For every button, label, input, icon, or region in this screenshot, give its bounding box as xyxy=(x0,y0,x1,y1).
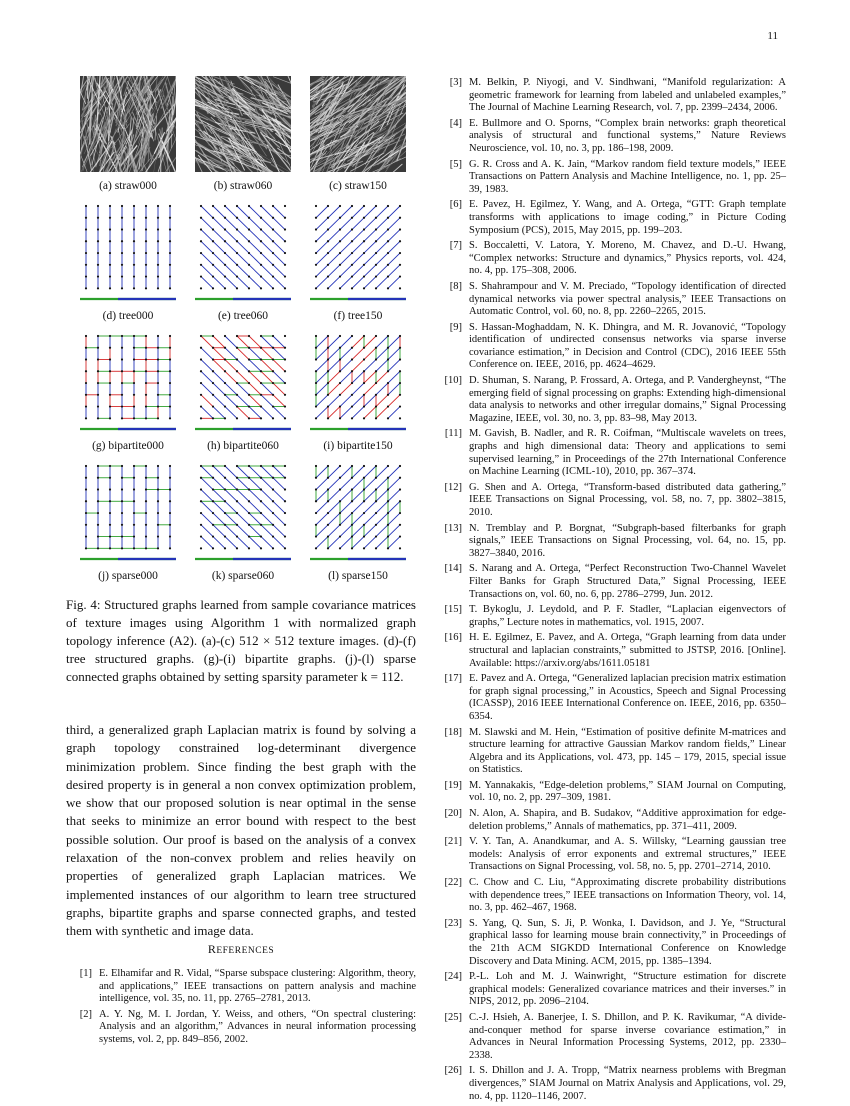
reference-number: [15] xyxy=(436,604,469,629)
reference-text: S. Yang, Q. Sun, S. Ji, P. Wonka, I. Davidson, and J. Ye, “Structural graphical lasso for learning mouse brain connectivity,” in Proceedings of the 21th ACM SIGKDD International Conference on Knowledge Discovery and Data Mining. ACM, 2015, pp. 1385–1394. xyxy=(469,918,786,968)
reference-number: [12] xyxy=(436,482,469,520)
graph-bipartite000 xyxy=(78,328,178,432)
reference-text: S. Narang and A. Ortega, “Perfect Reconstruction Two-Channel Wavelet Filter Banks for Graph Structured Data,” Signal Processing, IEEE Transactions on, vol. 60, no. 6, pp. 2786–2799, Jun. 2012. xyxy=(469,563,786,601)
reference-number: [9] xyxy=(436,322,469,372)
reference-number: [6] xyxy=(436,199,469,237)
reference-text: S. Boccaletti, V. Latora, Y. Moreno, M. Chavez, and D.-U. Hwang, “Complex networks: Structure and dynamics,” Physics reports, vol. 424, no. 4, pp. 175–308, 2006. xyxy=(469,240,786,278)
reference-text: C. Chow and C. Liu, “Approximating discrete probability distributions with dependence trees,” IEEE transactions on Information Theory, vol. 14, no. 3, pp. 462–467, 1968. xyxy=(469,877,786,915)
references-list-left xyxy=(66,968,416,1050)
graph-sparse000 xyxy=(78,458,178,562)
reference-number: [24] xyxy=(436,971,469,1009)
subfig-label: (b) straw060 xyxy=(183,180,303,192)
texture-image-straw150 xyxy=(310,76,406,172)
reference-item xyxy=(436,482,786,520)
reference-item xyxy=(436,727,786,777)
references-heading xyxy=(66,942,416,957)
reference-number: [8] xyxy=(436,281,469,319)
reference-text: E. Bullmore and O. Sporns, “Complex brain networks: graph theoretical analysis of structural and functional systems,” Nature Reviews Neuroscience, vol. 10, no. 3, pp. 186–198, 2009. xyxy=(469,118,786,156)
reference-item xyxy=(436,918,786,968)
reference-number: [4] xyxy=(436,118,469,156)
reference-number: [13] xyxy=(436,523,469,561)
reference-item xyxy=(436,877,786,915)
heading-initial: R xyxy=(208,942,217,956)
reference-number: [18] xyxy=(436,727,469,777)
subfig-label: (h) bipartite060 xyxy=(183,440,303,452)
subfig-label: (l) sparse150 xyxy=(298,570,418,582)
reference-item xyxy=(66,1009,416,1047)
reference-text: S. Hassan-Moghaddam, N. K. Dhingra, and M. R. Jovanović, “Topology identification of undirected consensus networks via sparse inverse covariance estimation,” in Decision and Control (CDC), 2016 IEEE 55th Conference on. IEEE, 2016, pp. 4624–4629. xyxy=(469,322,786,372)
reference-text: E. Pavez and A. Ortega, “Generalized laplacian precision matrix estimation for graph signal processing,” in Acoustics, Speech and Signal Processing (ICASSP), 2016 IEEE International Conference on. IEEE, 2016, pp. 6350–6354. xyxy=(469,673,786,723)
reference-item xyxy=(436,159,786,197)
texture-image-straw060 xyxy=(195,76,291,172)
subfig-label: (g) bipartite000 xyxy=(68,440,188,452)
subfig-label: (k) sparse060 xyxy=(183,570,303,582)
reference-number: [25] xyxy=(436,1012,469,1062)
reference-item xyxy=(436,1012,786,1062)
reference-number: [10] xyxy=(436,375,469,425)
reference-number: [1] xyxy=(66,968,99,1006)
reference-text: N. Alon, A. Shapira, and B. Sudakov, “Additive approximation for edge-deletion problems,” Annals of mathematics, pp. 371–411, 2009. xyxy=(469,808,786,833)
reference-item xyxy=(66,968,416,1006)
reference-item xyxy=(436,632,786,670)
reference-number: [16] xyxy=(436,632,469,670)
reference-text: E. Pavez, H. Egilmez, Y. Wang, and A. Ortega, “GTT: Graph template transforms with applications to image coding,” in Picture Coding Symposium (PCS), 2015, May 2015, pp. 199–203. xyxy=(469,199,786,237)
reference-text: C.-J. Hsieh, A. Banerjee, I. S. Dhillon, and P. K. Ravikumar, “A divide-and-conquer method for sparse inverse covariance estimation,” in Advances in Neural Information Processing Systems, 2012, pp. 2330–2338. xyxy=(469,1012,786,1062)
texture-image-straw000 xyxy=(80,76,176,172)
subfig-label: (d) tree000 xyxy=(68,310,188,322)
figure-4 xyxy=(80,76,414,586)
reference-number: [26] xyxy=(436,1065,469,1103)
reference-text: G. Shen and A. Ortega, “Transform-based distributed data gathering,” IEEE Transactions on Signal Processing, vol. 58, no. 7, pp. 3802–3815, 2010. xyxy=(469,482,786,520)
reference-number: [17] xyxy=(436,673,469,723)
reference-item xyxy=(436,240,786,278)
reference-text: E. Elhamifar and R. Vidal, “Sparse subspace clustering: Algorithm, theory, and applications,” IEEE transactions on pattern analysis and machine intelligence, vol. 35, no. 11, pp. 2765–2781, 2013. xyxy=(99,968,416,1006)
reference-text: M. Gavish, B. Nadler, and R. R. Coifman, “Multiscale wavelets on trees, graphs and high dimensional data: Theory and applications to semi supervised learning,” in Proceedings of the 27th International Conference on Machine Learning (ICML-10), 2010, pp. 367–374. xyxy=(469,428,786,478)
heading-rest: EFERENCES xyxy=(216,946,274,956)
reference-item xyxy=(436,322,786,372)
subfig-label: (a) straw000 xyxy=(68,180,188,192)
reference-number: [2] xyxy=(66,1009,99,1047)
body-paragraph: third, a generalized graph Laplacian matrix is found by solving a graph topology constrained log-determinant divergence minimization problem. Since finding the best graph with the desired property is in general a non convex optimization problem, we show that our proposed solution is near optimal in the sense that seeks to minimize an error bound with respect to the best possible solution. Our proof is based on the analysis of a convex relaxation of the non-convex problem and relies heavily on properties of generalized graph Laplacian matrices. We implemented instances of our algorithm to learn tree structured graphs, bipartite graphs and sparse connected graphs, and tested them with synthetic and image data. xyxy=(66,721,416,941)
reference-text: I. S. Dhillon and J. A. Tropp, “Matrix nearness problems with Bregman divergences,” SIAM Journal on Matrix Analysis and Applications, vol. 29, no. 4, pp. 1120–1146, 2007. xyxy=(469,1065,786,1103)
graph-sparse060 xyxy=(193,458,293,562)
reference-number: [23] xyxy=(436,918,469,968)
reference-item xyxy=(436,808,786,833)
reference-item xyxy=(436,77,786,115)
graph-tree150 xyxy=(308,198,408,302)
reference-text: T. Bykoglu, J. Leydold, and P. F. Stadler, “Laplacian eigenvectors of graphs,” Lecture notes in mathematics, vol. 1915, 2007. xyxy=(469,604,786,629)
page-number: 11 xyxy=(767,30,778,42)
reference-number: [5] xyxy=(436,159,469,197)
reference-number: [11] xyxy=(436,428,469,478)
reference-item xyxy=(436,523,786,561)
reference-text: H. E. Egilmez, E. Pavez, and A. Ortega, “Graph learning from data under structural and laplacian constraints,” submitted to JSTSP, 2016. [Online]. Available: https://arxiv.org/abs/1611.05181 xyxy=(469,632,786,670)
reference-item xyxy=(436,281,786,319)
reference-item xyxy=(436,604,786,629)
graph-bipartite150 xyxy=(308,328,408,432)
reference-item xyxy=(436,673,786,723)
subfig-label: (f) tree150 xyxy=(298,310,418,322)
graph-tree060 xyxy=(193,198,293,302)
reference-text: P.-L. Loh and M. J. Wainwright, “Structure estimation for discrete graphical models: Generalized covariance matrices and their inverses.” in NIPS, 2012, pp. 2096–2104. xyxy=(469,971,786,1009)
subfig-label: (c) straw150 xyxy=(298,180,418,192)
reference-text: G. R. Cross and A. K. Jain, “Markov random field texture models,” IEEE Transactions on Pattern Analysis and Machine Intelligence, no. 1, pp. 25–39, 1983. xyxy=(469,159,786,197)
reference-text: M. Slawski and M. Hein, “Estimation of positive definite M-matrices and structure learning for attractive Gaussian Markov random fields,” Linear Algebra and its Applications, vol. 473, pp. 145 – 179, 2015, special issue on Statistics. xyxy=(469,727,786,777)
graph-sparse150 xyxy=(308,458,408,562)
graph-tree000 xyxy=(78,198,178,302)
reference-item xyxy=(436,563,786,601)
reference-item xyxy=(436,836,786,874)
reference-item xyxy=(436,428,786,478)
reference-text: N. Tremblay and P. Borgnat, “Subgraph-based filterbanks for graph signals,” IEEE Transactions on Signal Processing, vol. 64, no. 15, pp. 3827–3840, 2016. xyxy=(469,523,786,561)
reference-number: [22] xyxy=(436,877,469,915)
reference-text: S. Shahrampour and V. M. Preciado, “Topology identification of directed dynamical networks via power spectral analysis,” IEEE Transactions on Automatic Control, vol. 60, no. 8, pp. 2260–2265, 2015. xyxy=(469,281,786,319)
graph-bipartite060 xyxy=(193,328,293,432)
reference-item xyxy=(436,375,786,425)
subfig-label: (i) bipartite150 xyxy=(298,440,418,452)
subfig-label: (j) sparse000 xyxy=(68,570,188,582)
reference-item xyxy=(436,971,786,1009)
reference-text: M. Belkin, P. Niyogi, and V. Sindhwani, “Manifold regularization: A geometric framework for learning from labeled and unlabeled examples,” The Journal of Machine Learning Research, vol. 7, pp. 2399–2434, 2006. xyxy=(469,77,786,115)
references-list-right xyxy=(436,77,786,1106)
reference-text: M. Yannakakis, “Edge-deletion problems,” SIAM Journal on Computing, vol. 10, no. 2, pp. 297–309, 1981. xyxy=(469,780,786,805)
reference-item xyxy=(436,780,786,805)
reference-text: V. Y. Tan, A. Anandkumar, and A. S. Willsky, “Learning gaussian tree models: Analysis of error exponents and extremal structures,” IEEE Transactions on Signal Processing, vol. 58, no. 5, pp. 2701–2714, 2010. xyxy=(469,836,786,874)
reference-item xyxy=(436,118,786,156)
reference-number: [7] xyxy=(436,240,469,278)
reference-number: [20] xyxy=(436,808,469,833)
subfig-label: (e) tree060 xyxy=(183,310,303,322)
reference-number: [19] xyxy=(436,780,469,805)
reference-text: A. Y. Ng, M. I. Jordan, Y. Weiss, and others, “On spectral clustering: Analysis and an algorithm,” Advances in neural information processing systems, vol. 2, pp. 849–856, 2002. xyxy=(99,1009,416,1047)
reference-number: [14] xyxy=(436,563,469,601)
figure-caption: Fig. 4: Structured graphs learned from sample covariance matrices of texture images using Algorithm 1 with normalized graph topology inference (A2). (a)-(c) 512 × 512 texture images. (d)-(f) tree structured graphs. (g)-(i) bipartite graphs. (j)-(l) sparse connected graphs obtained by setting sparsity parameter k = 112. xyxy=(66,596,416,686)
reference-number: [3] xyxy=(436,77,469,115)
reference-item xyxy=(436,1065,786,1103)
reference-item xyxy=(436,199,786,237)
reference-text: D. Shuman, S. Narang, P. Frossard, A. Ortega, and P. Vandergheynst, “The emerging field of signal processing on graphs: Extending high-dimensional data analysis to networks and other irregular domains,” Signal Processing Magazine, IEEE, vol. 30, no. 3, pp. 83–98, May 2013. xyxy=(469,375,786,425)
reference-number: [21] xyxy=(436,836,469,874)
